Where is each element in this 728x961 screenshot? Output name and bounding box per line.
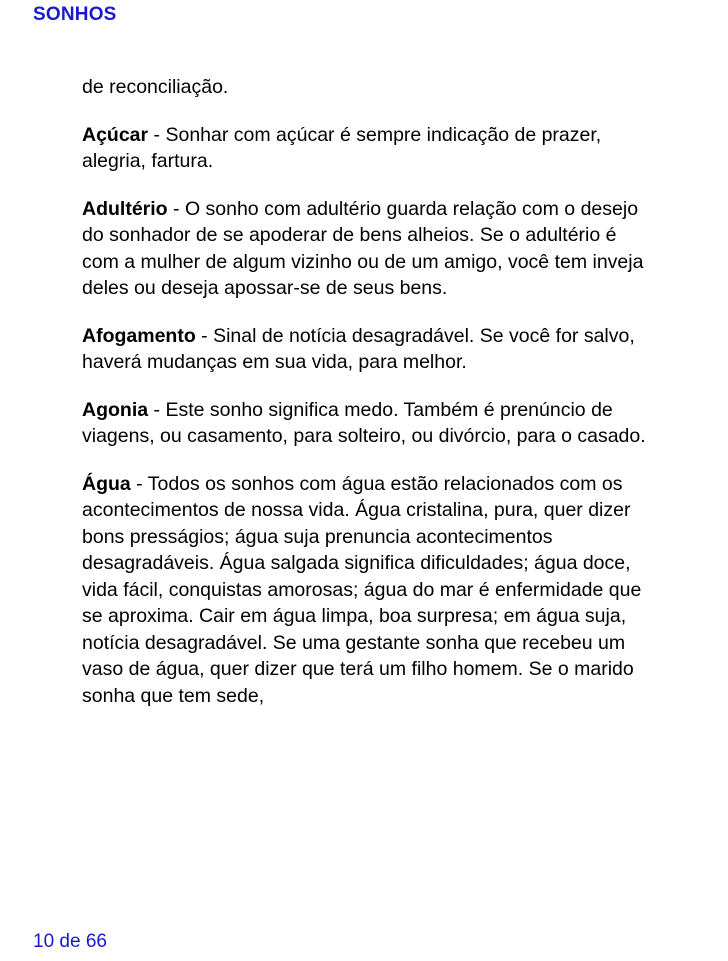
entry-term: Adultério — [82, 197, 168, 220]
entry-separator: - — [148, 123, 166, 146]
entry-separator: - — [195, 324, 214, 347]
entry-term: Agonia — [82, 398, 149, 421]
entry-text: Este sonho significa medo. Também é prenúncio de viagens, ou casamento, para solteiro, ou divórcio, para o casado. — [82, 398, 646, 447]
page-header-title: SONHOS — [33, 4, 117, 25]
entry-separator: - — [167, 197, 185, 220]
entry-paragraph — [82, 323, 652, 376]
entry-text: Sonhar com açúcar é sempre indicação de prazer, alegria, fartura. — [82, 123, 602, 172]
entry-separator: - — [130, 472, 148, 495]
entry-paragraph — [82, 122, 652, 175]
entry-paragraph — [82, 471, 652, 710]
entry-paragraph — [82, 397, 652, 450]
entry-text: O sonho com adultério guarda relação com o desejo do sonhador de se apoderar de bens alheios. Se o adultério é com a mulher de algum vizinho ou de um amigo, você tem inveja deles ou deseja apossar-se de seus bens. — [82, 197, 644, 299]
entry-paragraph — [82, 196, 652, 302]
entry-separator: - — [148, 398, 166, 421]
entry-term: Açúcar — [82, 123, 149, 146]
entry-text: de reconciliação. — [82, 76, 229, 98]
entry-term: Água — [82, 472, 131, 495]
page-number: 10 de 66 — [33, 931, 107, 952]
entry-text: Todos os sonhos com água estão relacionados com os acontecimentos de nossa vida. Água cristalina, pura, quer dizer bons presságios; água suja prenuncia acontecimentos desagradáveis. Água salgada significa dificuldades; água doce, vida fácil, conquistas amorosas; água do mar é enfermidade que se aproxima. Cair em água limpa, boa surpresa; em água suja, notícia desagradável. Se uma gestante sonha que recebeu um vaso de água, quer dizer que terá um filho homem. Se o marido sonha que tem sede, — [82, 472, 642, 707]
entry-paragraph — [82, 74, 652, 101]
document-body — [82, 74, 652, 730]
entry-text: Sinal de notícia desagradável. Se você for salvo, haverá mudanças em sua vida, para melhor. — [82, 324, 635, 373]
entry-term: Afogamento — [82, 324, 196, 347]
